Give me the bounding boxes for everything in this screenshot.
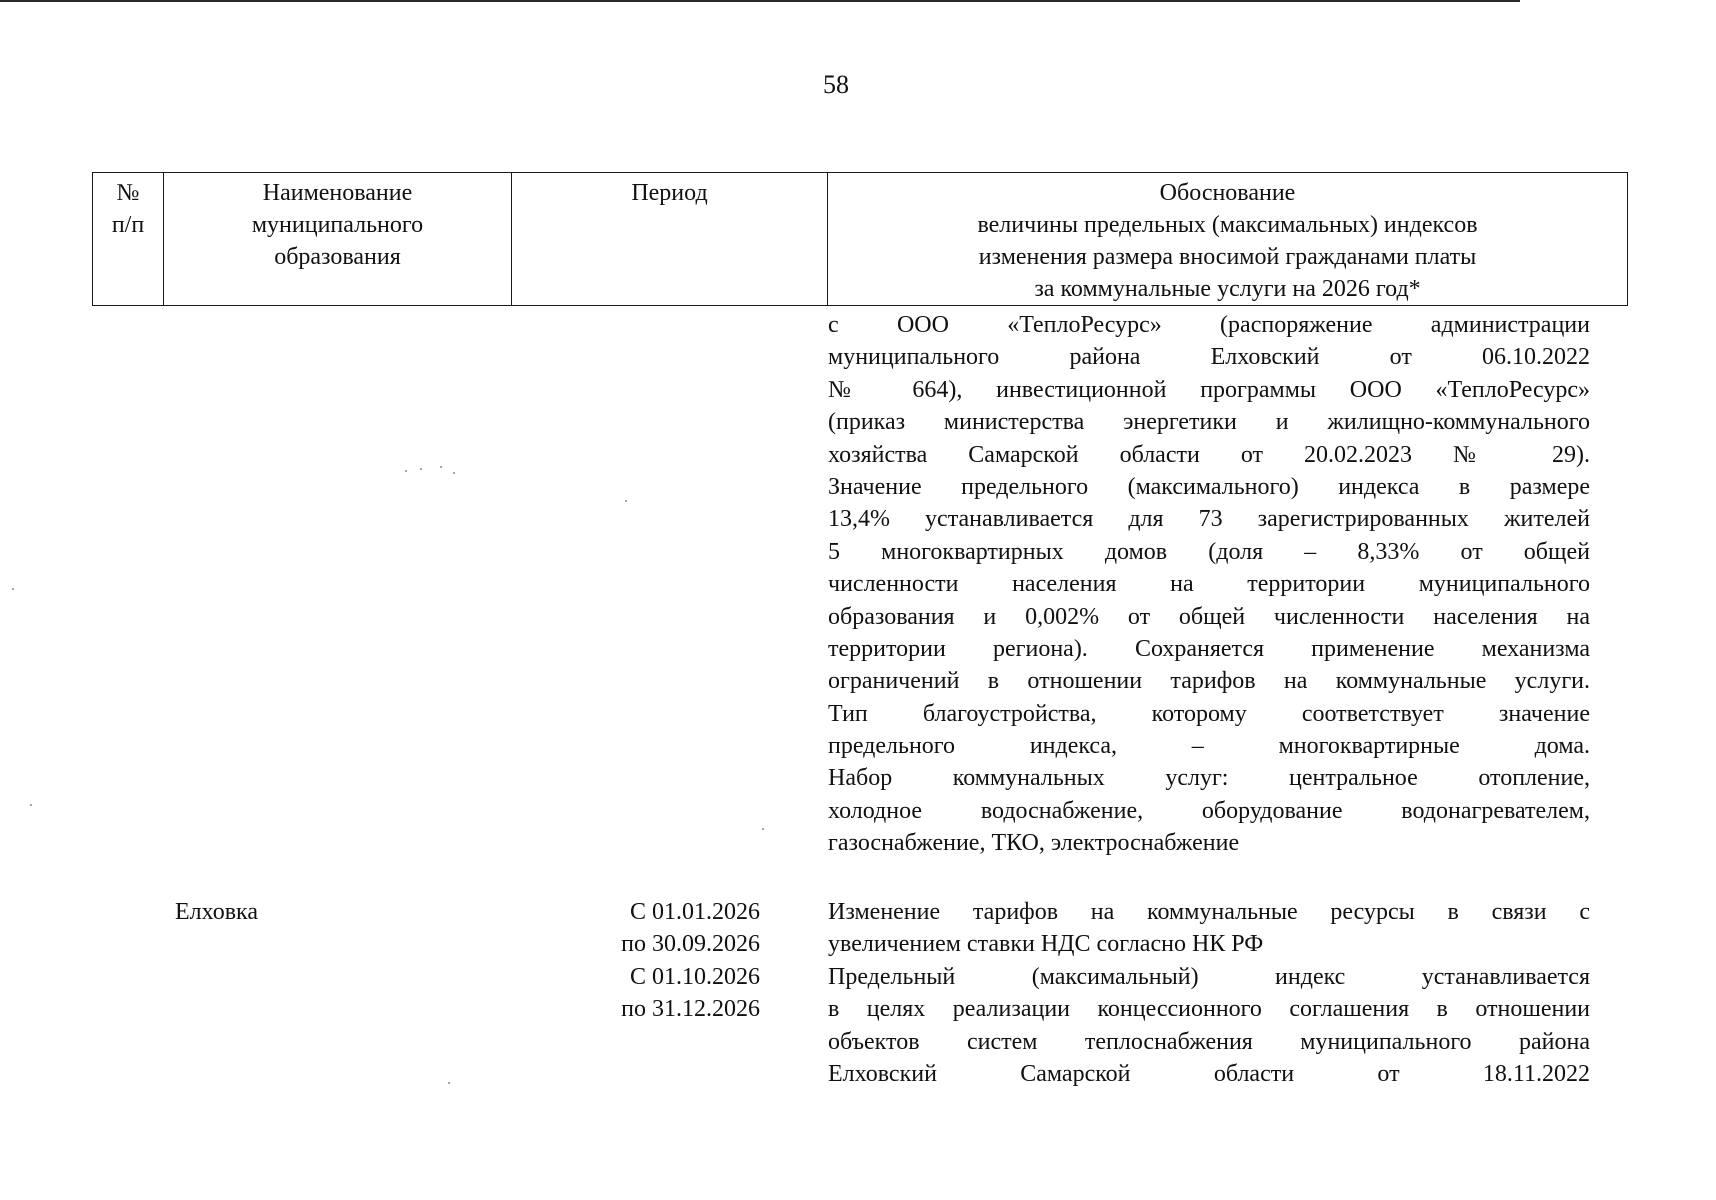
header-period-line: Период [631, 180, 708, 206]
header-number-line: № [116, 180, 140, 206]
text-line: объектов систем теплоснабжения муниципального района [828, 1028, 1590, 1055]
header-number-line: п/п [111, 212, 145, 238]
text-line: холодное водоснабжение, оборудование водонагревателем, [828, 797, 1590, 824]
period-line: по 31.12.2026 [621, 996, 760, 1023]
text-line: Изменение тарифов на коммунальные ресурсы в связи с [828, 899, 1590, 925]
continuation-basis-text [828, 309, 1590, 860]
text-line: в целях реализации концессионного соглашения в отношении [828, 996, 1590, 1023]
text-line: с ООО «ТеплоРесурс» (распоряжение администрации [828, 312, 1590, 338]
text-line: Значение предельного (максимального) индекса в размере [828, 473, 1590, 500]
text-line: Тип благоустройства, которому соответствует значение [828, 700, 1590, 727]
text-line: газоснабжение, ТКО, электроснабжение [828, 830, 1240, 857]
text-line: хозяйства Самарской области от 20.02.2023 № 29). [828, 441, 1590, 468]
page-number: 58 [823, 70, 849, 99]
text-line: увеличением ставки НДС согласно НК РФ [828, 931, 1264, 958]
scan-speck [453, 472, 455, 474]
header-municipality-line: Наименование [262, 180, 413, 206]
header-basis-line: Обоснование [1159, 180, 1296, 206]
scan-speck [405, 470, 407, 472]
text-line: Набор коммунальных услуг: центральное отопление, [828, 765, 1590, 792]
text-line: ограничений в отношении тарифов на коммунальные услуги. [828, 668, 1590, 695]
scan-speck [420, 468, 422, 470]
text-line: Предельный (максимальный) индекс устанавливается [828, 963, 1590, 990]
text-line: 5 многоквартирных домов (доля – 8,33% от общей [828, 538, 1590, 565]
header-municipality-cell [164, 173, 512, 306]
header-municipality-line: муниципального [251, 212, 424, 238]
text-line: численности населения на территории муниципального [828, 571, 1590, 598]
scan-speck [440, 466, 442, 468]
scan-speck [12, 588, 14, 590]
text-line: образования и 0,002% от общей численности населения на [828, 603, 1590, 630]
text-line: Елховский Самарской области от 18.11.2022 [828, 1060, 1590, 1087]
text-line: муниципального района Елховский от 06.10.2022 [828, 344, 1590, 371]
header-municipality-line: образования [274, 244, 401, 270]
text-line: предельного индекса, – многоквартирные дома. [828, 733, 1590, 760]
header-basis-line: величины предельных (максимальных) индексов [977, 212, 1478, 238]
row-basis-text [828, 896, 1590, 1090]
header-basis-line: за коммунальные услуги на 2026 год* [1034, 276, 1421, 302]
text-line: № 664), инвестиционной программы ООО «ТеплоРесурс» [828, 376, 1590, 403]
period-line: С 01.01.2026 [629, 899, 760, 925]
scan-speck [762, 828, 764, 830]
period-line: по 30.09.2026 [621, 931, 760, 958]
text-line: территории региона). Сохраняется применение механизма [828, 635, 1590, 662]
header-period-cell [512, 173, 828, 306]
scan-speck [625, 500, 627, 502]
header-basis-cell [828, 173, 1628, 306]
scan-speck [448, 1082, 450, 1084]
scan-speck [30, 804, 32, 806]
scan-edge [0, 0, 1520, 2]
header-number-cell [93, 173, 164, 306]
text-line: 13,4% устанавливается для 73 зарегистрированных жителей [828, 506, 1590, 533]
municipality-name: Елховка [175, 899, 259, 925]
period-line: С 01.10.2026 [629, 963, 760, 990]
header-basis-line: изменения размера вносимой гражданами платы [978, 244, 1477, 270]
table-header [92, 172, 1628, 306]
text-line: (приказ министерства энергетики и жилищно-коммунального [828, 409, 1590, 436]
period-list [560, 896, 760, 1026]
